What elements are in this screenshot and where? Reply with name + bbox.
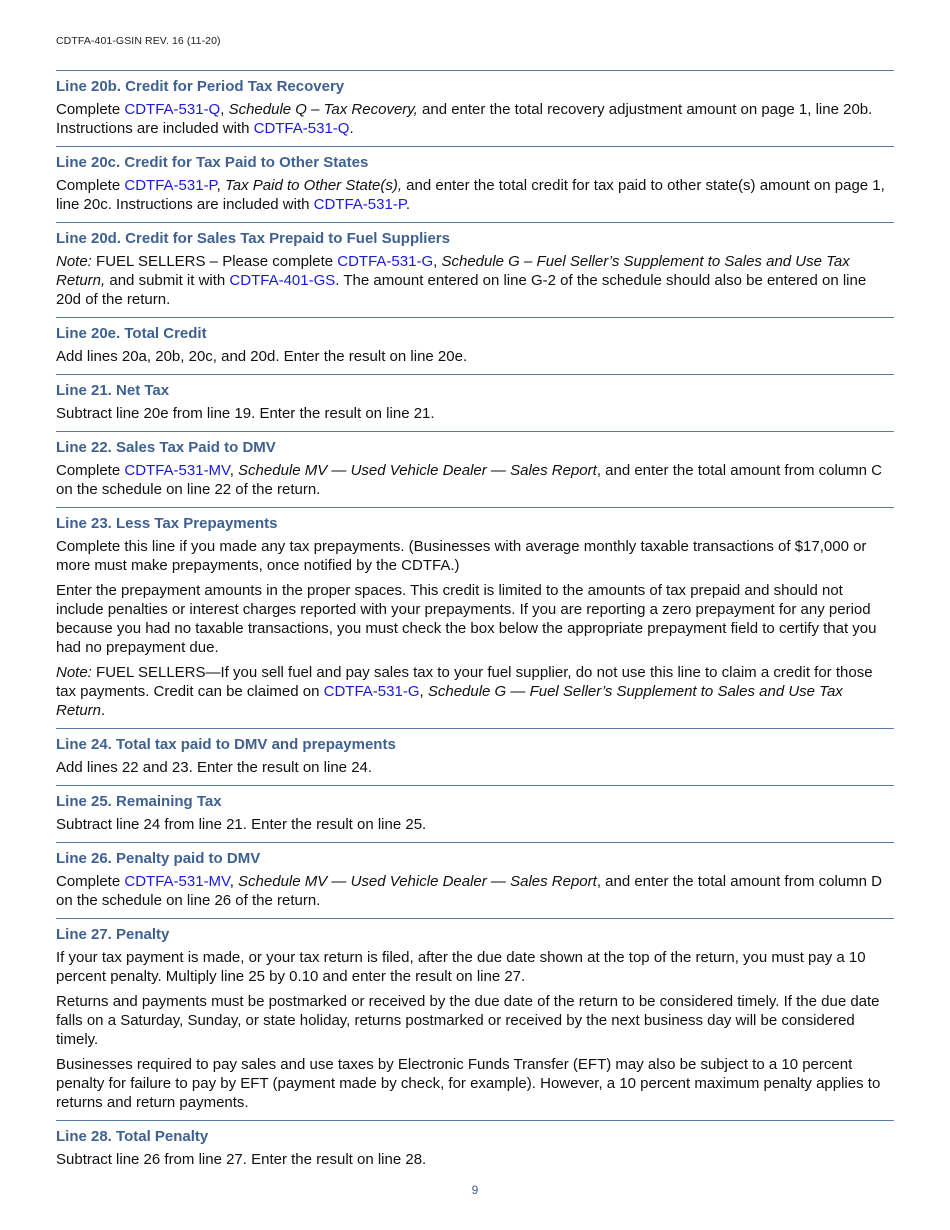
section-line-20e xyxy=(56,317,894,374)
text-run: . The amount entered on line G-2 of the schedule should also be entered on line 20d of the return. xyxy=(56,272,867,308)
text-run: Complete xyxy=(56,101,125,118)
section-title: Line 20d. Credit for Sales Tax Prepaid to Fuel Suppliers xyxy=(56,230,450,247)
section-line-20b xyxy=(56,70,894,146)
section-title: Line 20e. Total Credit xyxy=(56,325,207,342)
section-title: Line 24. Total tax paid to DMV and prepayments xyxy=(56,736,396,753)
link-cdtfa-401-gs[interactable]: CDTFA-401-GS xyxy=(229,272,336,289)
text-run: . xyxy=(405,196,411,213)
section-paragraph: Add lines 22 and 23. Enter the result on line 24. xyxy=(56,759,373,776)
link-cdtfa-531-q[interactable]: CDTFA-531-Q xyxy=(124,101,221,118)
link-cdtfa-531-q[interactable]: CDTFA-531-Q xyxy=(253,120,350,137)
link-cdtfa-531-p[interactable]: CDTFA-531-P xyxy=(313,196,406,213)
schedule-title: Schedule MV — Used Vehicle Dealer — Sales Report xyxy=(238,462,597,479)
section-paragraph xyxy=(56,663,894,720)
text-run: . xyxy=(349,120,354,137)
section-line-20c xyxy=(56,146,894,222)
section-title: Line 28. Total Penalty xyxy=(56,1128,209,1145)
text-run: and enter the total credit for tax paid to other state(s) amount on page 1, line 20c. Instructions are included with xyxy=(56,177,885,213)
text-run: Complete xyxy=(56,873,125,890)
section-title: Line 20c. Credit for Tax Paid to Other States xyxy=(56,154,369,171)
section-line-24 xyxy=(56,728,894,785)
link-cdtfa-531-g[interactable]: CDTFA-531-G xyxy=(337,253,434,270)
text-run: , xyxy=(229,462,239,479)
section-title: Line 26. Penalty paid to DMV xyxy=(56,850,261,867)
section-line-21 xyxy=(56,374,894,431)
text-run: Complete xyxy=(56,177,125,194)
note-label: Note: xyxy=(56,253,92,270)
section-paragraph: Businesses required to pay sales and use taxes by Electronic Funds Transfer (EFT) may also be subject to a 10 percent penalty for failure to pay by EFT (payment made by check, for example). However, a 10 percent maximum penalty applies to returns and return payments. xyxy=(56,1056,881,1111)
text-run: , and enter the total amount from column D on the schedule on line 26 of the return. xyxy=(56,873,882,909)
text-run: , xyxy=(216,177,225,194)
link-cdtfa-531-mv[interactable]: CDTFA-531-MV xyxy=(124,873,230,890)
section-line-27 xyxy=(56,918,894,1120)
section-title: Line 22. Sales Tax Paid to DMV xyxy=(56,439,276,456)
text-run: Complete xyxy=(56,462,125,479)
instructions-content xyxy=(56,70,894,1177)
section-paragraph: Subtract line 24 from line 21. Enter the result on line 25. xyxy=(56,816,427,833)
section-line-28 xyxy=(56,1120,894,1177)
section-paragraph: Add lines 20a, 20b, 20c, and 20d. Enter the result on line 20e. xyxy=(56,348,468,365)
text-run: , xyxy=(419,683,428,700)
section-title: Line 25. Remaining Tax xyxy=(56,793,222,810)
schedule-title: Tax Paid to Other State(s), xyxy=(224,177,403,194)
text-run: , xyxy=(220,101,229,118)
section-paragraph: Subtract line 20e from line 19. Enter the result on line 21. xyxy=(56,405,435,422)
text-run: FUEL SELLERS – Please complete xyxy=(91,253,338,270)
link-cdtfa-531-g[interactable]: CDTFA-531-G xyxy=(323,683,420,700)
section-paragraph xyxy=(56,461,894,499)
section-line-26 xyxy=(56,842,894,918)
section-paragraph xyxy=(56,252,894,309)
section-line-22 xyxy=(56,431,894,507)
link-cdtfa-531-mv[interactable]: CDTFA-531-MV xyxy=(124,462,230,479)
section-paragraph xyxy=(56,872,894,910)
text-run: . xyxy=(101,702,106,719)
section-title: Line 27. Penalty xyxy=(56,926,170,943)
page-number: 9 xyxy=(471,1183,479,1197)
section-paragraph: Enter the prepayment amounts in the proper spaces. This credit is limited to the amounts of tax prepaid and should not include penalties or interest charges reported with your prepayments. If you are reporting a zero prepayment for any period because you had no taxable transactions, you must check the box below the appropriate prepayment field to certify that you had no prepayment due. xyxy=(56,582,877,656)
note-label: Note: xyxy=(56,664,92,681)
schedule-title: Schedule G – Fuel Seller’s Supplement to Sales and Use Tax Return, xyxy=(56,253,850,289)
section-line-23 xyxy=(56,507,894,728)
text-run: and enter the total recovery adjustment amount on page 1, line 20b. Instructions are included with xyxy=(56,101,873,137)
link-cdtfa-531-p[interactable]: CDTFA-531-P xyxy=(124,177,217,194)
section-paragraph: If your tax payment is made, or your tax return is filed, after the due date shown at the top of the return, you must pay a 10 percent penalty. Multiply line 25 by 0.10 and enter the result on line 27. xyxy=(56,949,866,985)
text-run: , xyxy=(433,253,442,270)
text-run: and submit it with xyxy=(105,272,230,289)
schedule-title: Schedule G — Fuel Seller’s Supplement to Sales and Use Tax Return xyxy=(56,683,843,719)
text-run: , and enter the total amount from column C on the schedule on line 22 of the return. xyxy=(56,462,882,498)
section-title: Line 21. Net Tax xyxy=(56,382,170,399)
section-line-20d xyxy=(56,222,894,317)
section-paragraph: Returns and payments must be postmarked or received by the due date of the return to be considered timely. If the due date falls on a Saturday, Sunday, or state holiday, returns postmarked or received by the next business day will be considered timely. xyxy=(56,993,880,1048)
section-title: Line 20b. Credit for Period Tax Recovery xyxy=(56,78,345,95)
section-paragraph: Subtract line 26 from line 27. Enter the result on line 28. xyxy=(56,1151,427,1168)
text-run: , xyxy=(229,873,239,890)
section-paragraph: Complete this line if you made any tax prepayments. (Businesses with average monthly taxable transactions of $17,000 or more must make prepayments, once notified by the CDTFA.) xyxy=(56,538,867,574)
form-id: CDTFA-401-GSIN REV. 16 (11-20) xyxy=(56,35,221,47)
section-paragraph xyxy=(56,100,894,138)
schedule-title: Schedule MV — Used Vehicle Dealer — Sales Report xyxy=(238,873,597,890)
section-line-25 xyxy=(56,785,894,842)
text-run: FUEL SELLERS—If you sell fuel and pay sales tax to your fuel supplier, do not use this line to claim a credit for those tax payments. Credit can be claimed on xyxy=(56,664,873,700)
section-paragraph xyxy=(56,176,894,214)
schedule-title: Schedule Q – Tax Recovery, xyxy=(228,101,418,118)
section-title: Line 23. Less Tax Prepayments xyxy=(56,515,278,532)
